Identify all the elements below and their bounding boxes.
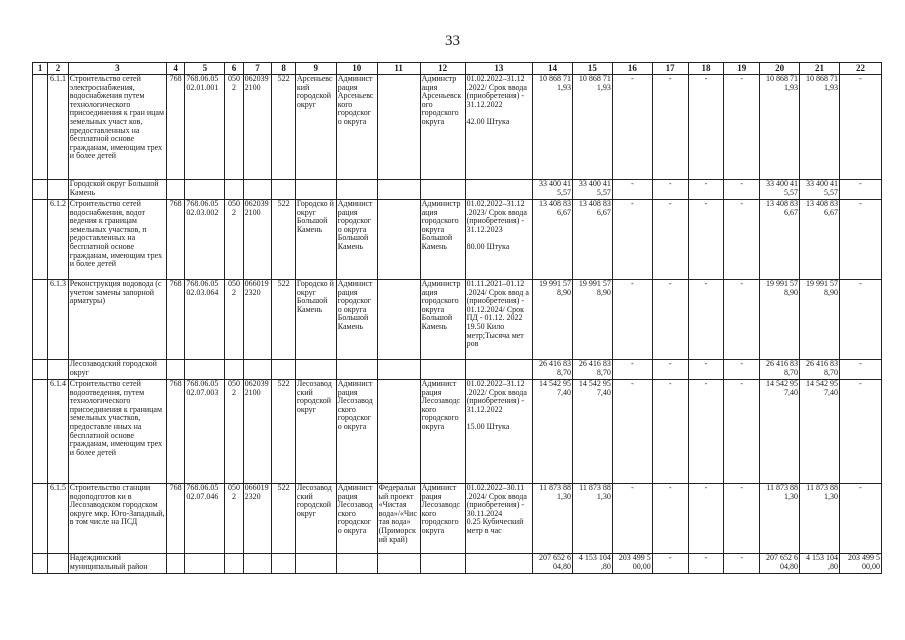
table-cell: 6.1.1 <box>48 75 68 180</box>
table-cell: - <box>652 484 688 554</box>
header-cell: 4 <box>166 63 184 75</box>
table-cell: - <box>724 180 760 200</box>
table-cell <box>33 180 48 200</box>
table-row <box>33 180 882 200</box>
table-cell: 33 400 41 5,57 <box>572 180 612 200</box>
table-cell: 26 416 83 8,70 <box>533 360 573 380</box>
table-cell: 0502 <box>225 484 243 554</box>
table-cell: 33 400 41 5,57 <box>760 180 800 200</box>
table-cell: Надеждинский муниципальный район <box>68 554 166 574</box>
table-cell <box>48 180 68 200</box>
table-cell: Админстр ация Арсеньевск ого городского округа <box>420 75 465 180</box>
table-cell: Админист рация Лесозавод ского городског о округа <box>336 380 377 484</box>
table-cell <box>33 360 48 380</box>
table-cell: - <box>612 280 652 360</box>
table-cell <box>377 280 420 360</box>
table-cell: Строительство сетей электроснабжения, водоснабжения путем технологического присоединения к гран ицам земельных участ ков, предоставленных на бесплатной основе гражданам, имеющим трех и более детей <box>68 75 166 180</box>
table-cell: Администр ация городского округа Большой Камень <box>420 280 465 360</box>
table-cell: Строительство станции водоподготов ки в Лесозаводском городском округе мкр. Юго-Западный, в том числе на ПСД <box>68 484 166 554</box>
table-cell: 11 873 88 1,30 <box>533 484 573 554</box>
table-cell: 768.06.05 02.07.046 <box>185 484 225 554</box>
table-cell: Лесозаводский городской округ <box>68 360 166 380</box>
table-cell: 33 400 41 5,57 <box>800 180 840 200</box>
table-cell <box>377 380 420 484</box>
table-row <box>33 280 882 360</box>
table-cell <box>377 180 420 200</box>
table-cell: 768 <box>166 484 184 554</box>
table-cell: 13 408 83 6,67 <box>533 200 573 280</box>
table-cell: 10 868 71 1,93 <box>572 75 612 180</box>
table-cell <box>336 554 377 574</box>
table-cell: - <box>839 484 881 554</box>
table-cell: 14 542 95 7,40 <box>572 380 612 484</box>
table-cell: - <box>688 484 724 554</box>
table-cell <box>225 554 243 574</box>
table-cell: - <box>612 360 652 380</box>
table-cell: - <box>612 484 652 554</box>
table-cell: Арсеньевс кий городской округ <box>295 75 336 180</box>
table-cell: Строительство сетей водоснабжения, водот ведения к границам земельных участков, п редоставленных на бесплатной основе гражданам, имеющим трех и более детей <box>68 200 166 280</box>
table-cell: Админист рация Лесозаводс кого городского округа <box>420 484 465 554</box>
table-cell: 01.02.2022–30.11 .2024/ Срок ввода (приобретения) - 30.11.2024 0.25 Кубический метр в час <box>465 484 533 554</box>
header-cell: 19 <box>724 63 760 75</box>
table-cell: 19 991 57 8,90 <box>800 280 840 360</box>
table-cell: - <box>612 200 652 280</box>
table-cell: 522 <box>272 484 296 554</box>
table-cell <box>272 360 296 380</box>
table-cell: 066019 2320 <box>243 484 272 554</box>
table-cell <box>420 360 465 380</box>
table-cell: 26 416 83 8,70 <box>572 360 612 380</box>
table-cell: - <box>724 380 760 484</box>
table-cell: 10 868 71 1,93 <box>533 75 573 180</box>
table-cell <box>33 200 48 280</box>
table-cell: Админист рация городског о округа Большой Камень <box>336 280 377 360</box>
table-row <box>33 200 882 280</box>
table-cell: 203 499 5 00,00 <box>612 554 652 574</box>
table-cell: 4 153 104 ,80 <box>800 554 840 574</box>
table-cell: - <box>724 280 760 360</box>
table-cell: - <box>612 180 652 200</box>
table-cell: Админист рация Лесозаводс кого городского округа <box>420 380 465 484</box>
table-cell <box>336 360 377 380</box>
table-cell: 768.06.05 02.03.064 <box>185 280 225 360</box>
table-cell: Городской округ Большой Камень <box>68 180 166 200</box>
table-cell: 0502 <box>225 75 243 180</box>
table-cell <box>243 180 272 200</box>
header-cell: 22 <box>839 63 881 75</box>
table-cell: 768 <box>166 280 184 360</box>
header-cell: 7 <box>243 63 272 75</box>
table-cell <box>225 180 243 200</box>
table-cell: 207 652 6 04,80 <box>760 554 800 574</box>
table-cell: 11 873 88 1,30 <box>572 484 612 554</box>
table-cell: 10 868 71 1,93 <box>760 75 800 180</box>
table-cell <box>272 180 296 200</box>
table-cell: 522 <box>272 75 296 180</box>
table-cell: Реконструкция водовода (с учетом замены запорной арматуры) <box>68 280 166 360</box>
table-cell: 26 416 83 8,70 <box>800 360 840 380</box>
table-cell: 11 873 88 1,30 <box>760 484 800 554</box>
table-cell <box>166 554 184 574</box>
table-cell: - <box>724 360 760 380</box>
table-cell <box>185 180 225 200</box>
table-cell: - <box>688 554 724 574</box>
table-cell <box>420 180 465 200</box>
table-cell: Админист рация Арсеньевс кого городског о округа <box>336 75 377 180</box>
table-cell: - <box>652 180 688 200</box>
table-cell: 4 153 104 ,80 <box>572 554 612 574</box>
table-cell: - <box>839 380 881 484</box>
table-cell: 13 408 83 6,67 <box>760 200 800 280</box>
table-cell: 14 542 95 7,40 <box>800 380 840 484</box>
table-cell <box>377 75 420 180</box>
table-cell: Городско й округ Большой Камень <box>295 280 336 360</box>
table-row <box>33 380 882 484</box>
table-cell: 6.1.3 <box>48 280 68 360</box>
table-cell: 062039 2100 <box>243 380 272 484</box>
table-cell: - <box>839 180 881 200</box>
table-row <box>33 554 882 574</box>
table-cell: 13 408 83 6,67 <box>572 200 612 280</box>
table-cell: 11 873 88 1,30 <box>800 484 840 554</box>
table-cell <box>166 180 184 200</box>
table-cell: 768 <box>166 380 184 484</box>
table-cell <box>377 360 420 380</box>
table-cell: 066019 2320 <box>243 280 272 360</box>
header-cell: 20 <box>760 63 800 75</box>
table-cell <box>420 554 465 574</box>
table-cell: 01.02.2022–31.12 .2022/ Срок ввода (приобретения) - 31.12.2022 15.00 Штука <box>465 380 533 484</box>
table-cell: 14 542 95 7,40 <box>760 380 800 484</box>
table-cell: Администр ация городского округа Большой Камень <box>420 200 465 280</box>
table-cell <box>272 554 296 574</box>
budget-table <box>32 62 882 574</box>
table-cell: 522 <box>272 200 296 280</box>
header-cell: 17 <box>652 63 688 75</box>
table-cell: - <box>652 554 688 574</box>
table-cell: - <box>652 360 688 380</box>
table-cell: - <box>724 554 760 574</box>
table-cell: 0502 <box>225 380 243 484</box>
table-cell <box>465 360 533 380</box>
table-cell <box>33 484 48 554</box>
table-cell: - <box>688 360 724 380</box>
table-cell <box>185 554 225 574</box>
table-cell: 522 <box>272 280 296 360</box>
table-cell: 19 991 57 8,90 <box>760 280 800 360</box>
table-cell: 768 <box>166 75 184 180</box>
table-cell: 768.06.05 02.07.003 <box>185 380 225 484</box>
table-cell: - <box>652 200 688 280</box>
table-cell <box>465 554 533 574</box>
table-cell: 768.06.05 02.03.002 <box>185 200 225 280</box>
table-cell: Админист рация городског о округа Большой Камень <box>336 200 377 280</box>
header-cell: 1 <box>33 63 48 75</box>
table-cell: Лесозавод ский городской округ <box>295 380 336 484</box>
table-cell <box>465 180 533 200</box>
table-cell <box>225 360 243 380</box>
table-cell: 13 408 83 6,67 <box>800 200 840 280</box>
table-cell: - <box>839 360 881 380</box>
table-body <box>33 63 882 574</box>
table-cell: 33 400 41 5,57 <box>533 180 573 200</box>
header-cell: 3 <box>68 63 166 75</box>
table-cell <box>336 180 377 200</box>
table-cell: 0502 <box>225 200 243 280</box>
table-cell <box>377 554 420 574</box>
table-cell <box>33 280 48 360</box>
table-cell <box>295 180 336 200</box>
table-cell: 01.02.2022–31.12 .2022/ Срок ввода (приобретения) - 31.12.2022 42.00 Штука <box>465 75 533 180</box>
table-cell: 6.1.4 <box>48 380 68 484</box>
table-cell: - <box>612 75 652 180</box>
table-cell <box>295 360 336 380</box>
header-cell: 12 <box>420 63 465 75</box>
table-cell <box>166 360 184 380</box>
page-number: 33 <box>445 33 460 49</box>
table-row <box>33 75 882 180</box>
table-cell: - <box>839 280 881 360</box>
table-cell: 6.1.5 <box>48 484 68 554</box>
table-cell: 01.11.2021–01.12 .2024/ Срок ввод а (приобретения) - 01.12.2024/ Срок ПД - 01.12. 2022 19.50 Кило метр;Тысяча мет ров <box>465 280 533 360</box>
table-cell: 207 652 6 04,80 <box>533 554 573 574</box>
table-row <box>33 360 882 380</box>
table-cell <box>295 554 336 574</box>
header-cell: 9 <box>295 63 336 75</box>
table-cell: - <box>839 200 881 280</box>
header-cell: 10 <box>336 63 377 75</box>
table-cell: Городско й округ Большой Камень <box>295 200 336 280</box>
table-cell: 19 991 57 8,90 <box>572 280 612 360</box>
table-cell: 26 416 83 8,70 <box>760 360 800 380</box>
table-cell: 6.1.2 <box>48 200 68 280</box>
table-row <box>33 484 882 554</box>
table-cell: - <box>839 75 881 180</box>
table-cell: 062039 2100 <box>243 75 272 180</box>
table-cell: - <box>652 280 688 360</box>
table-cell: 01.02.2022–31.12 .2023/ Срок ввода (приобретения) - 31.12.2023 80.00 Штука <box>465 200 533 280</box>
table-cell: 522 <box>272 380 296 484</box>
table-cell: 14 542 95 7,40 <box>533 380 573 484</box>
header-cell: 18 <box>688 63 724 75</box>
table-cell <box>48 554 68 574</box>
table-cell: Строительство сетей водоотведения, путем технологического присоединения к границам земельных участков, предоставле нных на бесплатной основе гражданам, имеющим трех и более детей <box>68 380 166 484</box>
table-cell: 203 499 5 00,00 <box>839 554 881 574</box>
table-cell: - <box>688 380 724 484</box>
table-cell: 0502 <box>225 280 243 360</box>
header-cell: 13 <box>465 63 533 75</box>
table-cell <box>33 554 48 574</box>
table-cell <box>185 360 225 380</box>
header-cell: 21 <box>800 63 840 75</box>
table-cell: - <box>724 75 760 180</box>
header-cell: 6 <box>225 63 243 75</box>
table-cell: 10 868 71 1,93 <box>800 75 840 180</box>
header-cell: 5 <box>185 63 225 75</box>
table-cell <box>377 200 420 280</box>
table-cell <box>33 380 48 484</box>
table-cell: - <box>652 75 688 180</box>
table-cell: - <box>688 180 724 200</box>
table-cell: - <box>652 380 688 484</box>
header-cell: 14 <box>533 63 573 75</box>
header-cell: 2 <box>48 63 68 75</box>
header-cell: 15 <box>572 63 612 75</box>
table-cell: 768 <box>166 200 184 280</box>
header-cell: 11 <box>377 63 420 75</box>
table-cell <box>48 360 68 380</box>
table-cell: - <box>724 484 760 554</box>
header-cell: 8 <box>272 63 296 75</box>
table-cell <box>243 554 272 574</box>
table-cell: - <box>688 280 724 360</box>
table-cell: - <box>724 200 760 280</box>
table-cell <box>33 75 48 180</box>
table-cell: 19 991 57 8,90 <box>533 280 573 360</box>
table-cell: - <box>688 75 724 180</box>
table-cell: Лесозавод ский городской округ <box>295 484 336 554</box>
table-cell: Федеральный проект «Чистая вода»/«Чистая вода» (Приморский край) <box>377 484 420 554</box>
header-row <box>33 63 882 75</box>
table-cell: Админист рация Лесозавод ского городског о округа <box>336 484 377 554</box>
table-cell: - <box>612 380 652 484</box>
table-cell: - <box>688 200 724 280</box>
table-cell: 062039 2100 <box>243 200 272 280</box>
table-cell <box>243 360 272 380</box>
table-cell: 768.06.05 02.01.001 <box>185 75 225 180</box>
header-cell: 16 <box>612 63 652 75</box>
